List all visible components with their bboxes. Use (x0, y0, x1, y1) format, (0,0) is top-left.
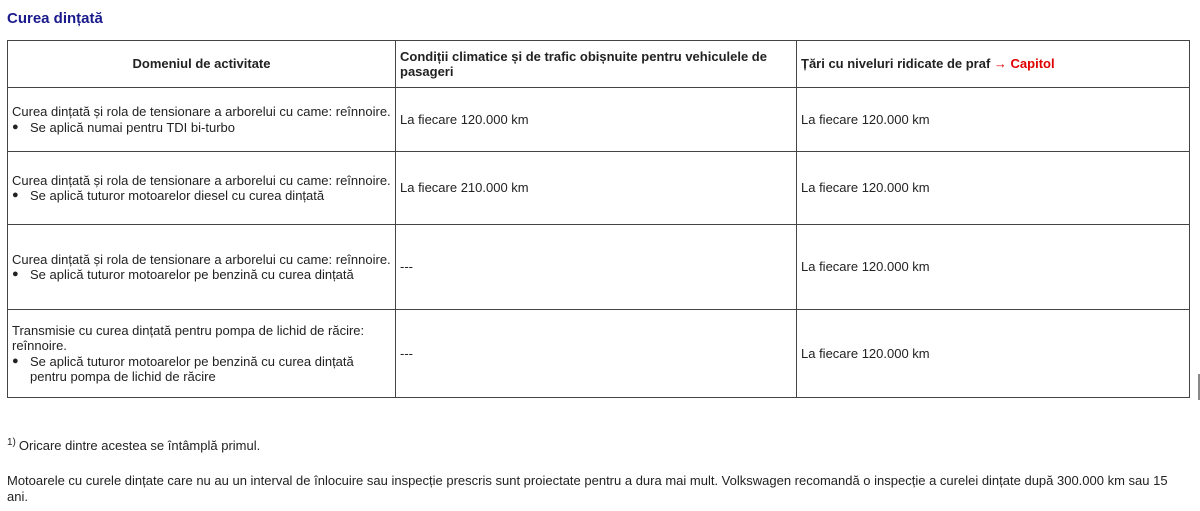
header-dusty-countries (797, 41, 1190, 88)
table-row (8, 310, 1190, 398)
footnote-text: Oricare dintre acestea se întâmplă primul. (18, 438, 261, 453)
maintenance-table (7, 40, 1190, 398)
dusty-interval-cell: La fiecare 120.000 km (797, 152, 1190, 225)
activity-text: Curea dințată și rola de tensionare a arborelui cu came: reînnoire. (12, 104, 391, 119)
normal-interval-cell: --- (396, 310, 797, 398)
activity-text: Transmisie cu curea dințată pentru pompa de lichid de răcire: reînnoire. (12, 322, 365, 353)
activity-cell (8, 88, 396, 152)
activity-cell (8, 310, 396, 398)
header-dusty-label: Țări cu niveluri ridicate de praf (801, 56, 991, 72)
dusty-interval-cell: La fiecare 120.000 km (797, 225, 1190, 310)
recommendation-paragraph: Motoarele cu curele dințate care nu au un interval de înlocuire sau inspecție prescris sunt proiectate pentru a dura mai mult. Volkswagen recomandă o inspecție a curelei dințate după 300.000 km sau 15 ani. (7, 473, 1168, 504)
activity-cell (8, 152, 396, 225)
normal-interval-cell: --- (396, 225, 797, 310)
bullet-icon: ● (12, 354, 19, 367)
activity-note (12, 188, 391, 204)
normal-interval-cell: La fiecare 120.000 km (396, 88, 797, 152)
bullet-icon: ● (12, 120, 19, 133)
table-header-row (8, 41, 1190, 88)
activity-note (12, 120, 391, 136)
activity-cell (8, 225, 396, 310)
activity-note-text: Se aplică numai pentru TDI bi-turbo (30, 119, 235, 135)
dusty-interval-cell: La fiecare 120.000 km (797, 88, 1190, 152)
chapter-link[interactable]: Capitol (1010, 56, 1055, 72)
activity-text: Curea dințată și rola de tensionare a arborelui cu came: reînnoire. (12, 251, 391, 267)
activity-text: Curea dințată și rola de tensionare a arborelui cu came: reînnoire. (12, 172, 391, 188)
page-title: Curea dințată (7, 10, 103, 27)
footnote (7, 437, 260, 453)
activity-note (12, 267, 391, 283)
bullet-icon: ● (12, 268, 19, 280)
header-activity: Domeniul de activitate (8, 41, 396, 88)
dusty-interval-cell: La fiecare 120.000 km (797, 310, 1190, 398)
table-row (8, 152, 1190, 225)
activity-note-text: Se aplică tuturor motoarelor pe benzină cu curea dințată (30, 267, 354, 282)
arrow-right-icon: → (993, 56, 1007, 72)
normal-interval-cell: La fiecare 210.000 km (396, 152, 797, 225)
table-row (8, 88, 1190, 152)
activity-note-text: Se aplică tuturor motoarelor pe benzină cu curea dințată pentru pompa de lichid de răcire (30, 353, 354, 384)
activity-note-text: Se aplică tuturor motoarelor diesel cu curea dințată (30, 188, 325, 203)
document-page (7, 0, 1189, 504)
footnote-marker: 1) (7, 437, 16, 448)
bullet-icon: ● (12, 189, 19, 201)
header-normal-conditions: Condiții climatice și de trafic obișnuite pentru vehiculele de pasageri (396, 41, 797, 88)
table-row (8, 225, 1190, 310)
activity-note (12, 354, 391, 385)
